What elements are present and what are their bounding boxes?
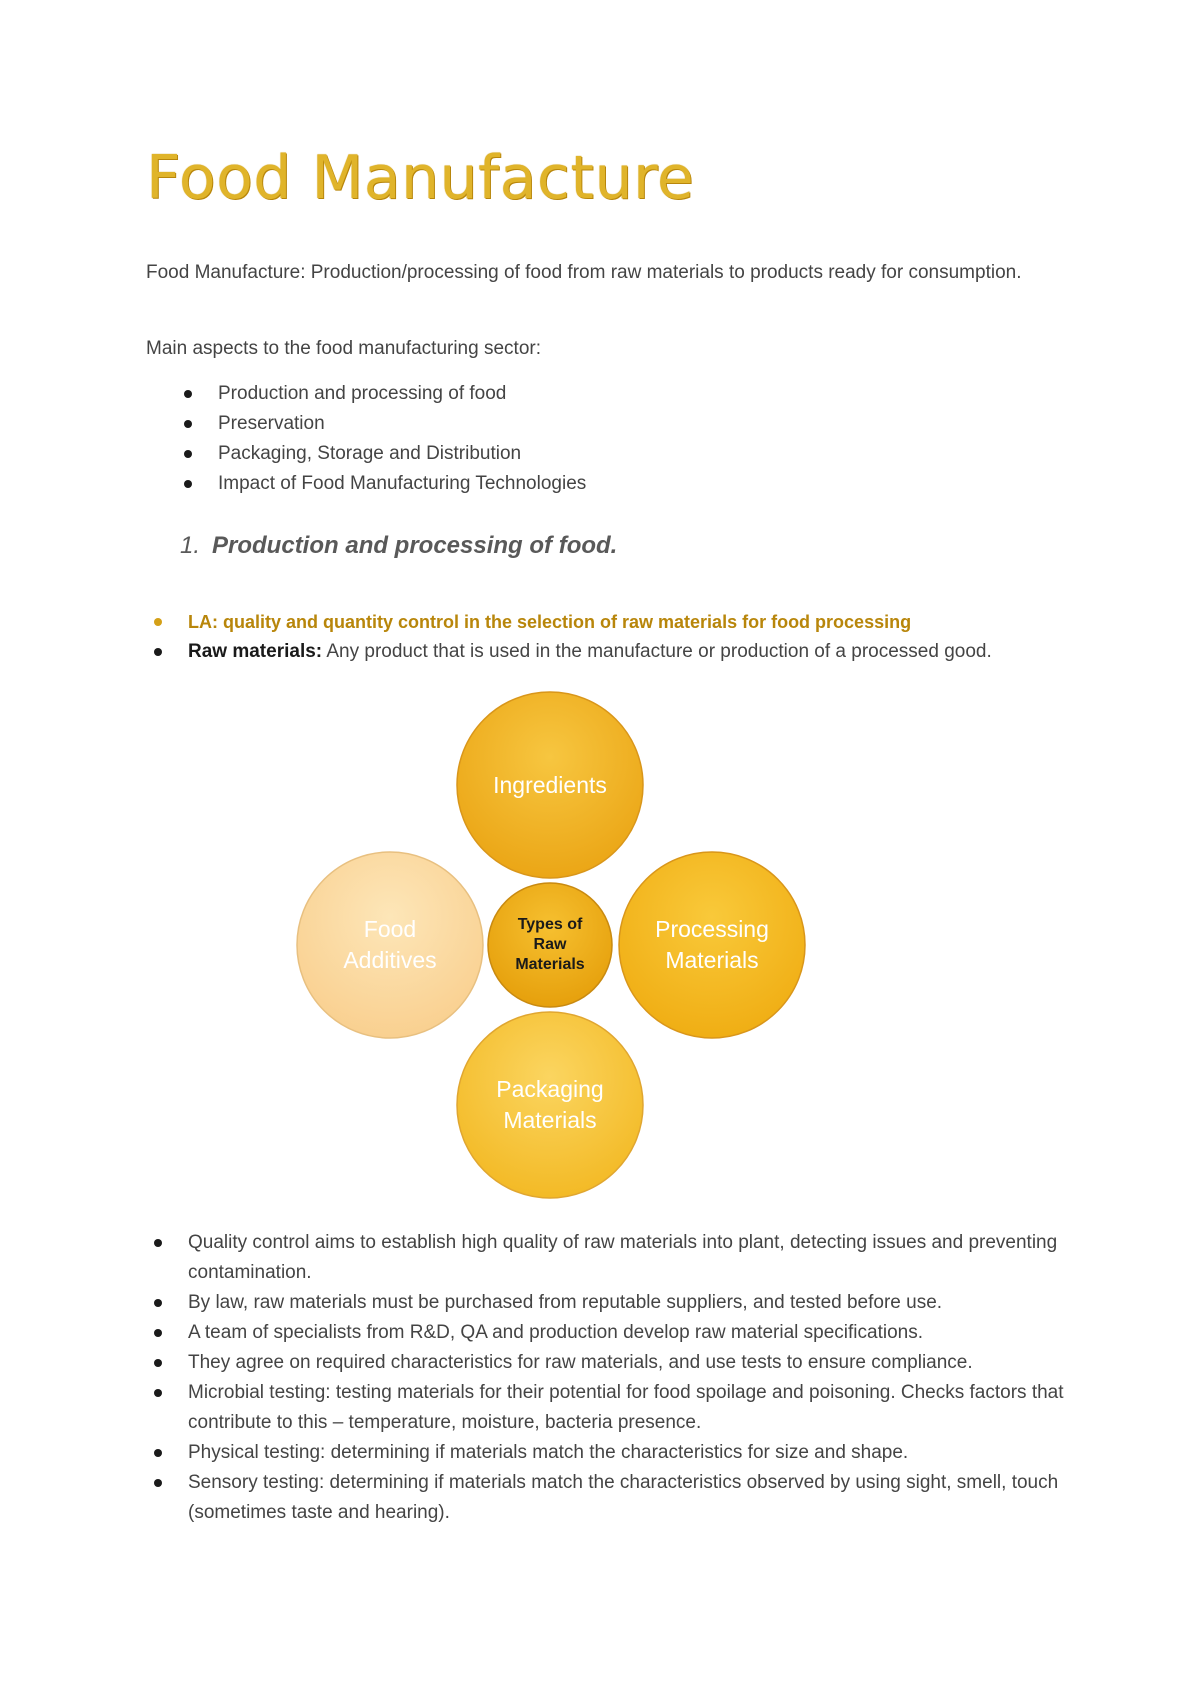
learning-aim-item: LA: quality and quantity control in the selection of raw materials for food processing xyxy=(188,607,1088,637)
bullet-icon xyxy=(184,420,192,428)
section-title: Production and processing of food. xyxy=(212,532,618,559)
list-item: Impact of Food Manufacturing Technologies xyxy=(218,469,1018,499)
bullet-icon xyxy=(184,450,192,458)
list-item: Preservation xyxy=(218,409,1018,439)
list-item: They agree on required characteristics for raw materials, and use tests to ensure compliance. xyxy=(188,1348,1068,1378)
raw-materials-diagram xyxy=(290,685,810,1205)
bullet-icon xyxy=(154,1359,162,1367)
bullet-icon xyxy=(184,390,192,398)
bullet-icon xyxy=(154,618,162,626)
section-number: 1. xyxy=(180,532,201,559)
types-center-label: Types of Raw Materials xyxy=(515,916,585,973)
bullet-icon xyxy=(154,1299,162,1307)
list-item: Packaging, Storage and Distribution xyxy=(218,439,1018,469)
list-item: Physical testing: determining if materials match the characteristics for size and shape. xyxy=(188,1438,1068,1468)
food-additives-label: Food Additives xyxy=(343,916,437,973)
page-title: Food Manufacture xyxy=(146,143,695,213)
raw-materials-label: Raw materials: xyxy=(188,641,323,662)
bullet-icon xyxy=(154,1329,162,1337)
intro-paragraph: Food Manufacture: Production/processing of food from raw materials to products ready for consumption. xyxy=(146,262,1022,283)
learning-aim-list xyxy=(188,607,1088,667)
aspects-intro: Main aspects to the food manufacturing sector: xyxy=(146,338,541,359)
list-item: Production and processing of food xyxy=(218,379,1018,409)
raw-materials-text: Any product that is used in the manufacture or production of a processed good. xyxy=(322,641,992,662)
list-item: By law, raw materials must be purchased from reputable suppliers, and tested before use. xyxy=(188,1288,1068,1318)
list-item: Quality control aims to establish high quality of raw materials into plant, detecting issues and preventing contamination. xyxy=(188,1228,1068,1288)
quality-control-list xyxy=(188,1228,1068,1528)
bullet-icon xyxy=(154,1239,162,1247)
processing-materials-label: Processing Materials xyxy=(655,916,769,973)
bullet-icon xyxy=(154,1449,162,1457)
bullet-icon xyxy=(154,1389,162,1397)
raw-materials-definition xyxy=(188,637,1088,667)
bullet-icon xyxy=(154,1479,162,1487)
packaging-materials-label: Packaging Materials xyxy=(496,1076,604,1133)
bullet-icon xyxy=(154,648,162,656)
aspects-list xyxy=(218,379,1018,499)
bullet-icon xyxy=(184,480,192,488)
list-item: Sensory testing: determining if materials match the characteristics observed by using sight, smell, touch (sometimes taste and hearing). xyxy=(188,1468,1068,1528)
section-heading xyxy=(180,532,617,560)
list-item: Microbial testing: testing materials for their potential for food spoilage and poisoning. Checks factors that contribute to this – temperature, moisture, bacteria presence. xyxy=(188,1378,1068,1438)
list-item: A team of specialists from R&D, QA and production develop raw material specifications. xyxy=(188,1318,1068,1348)
ingredients-label: Ingredients xyxy=(493,771,607,798)
